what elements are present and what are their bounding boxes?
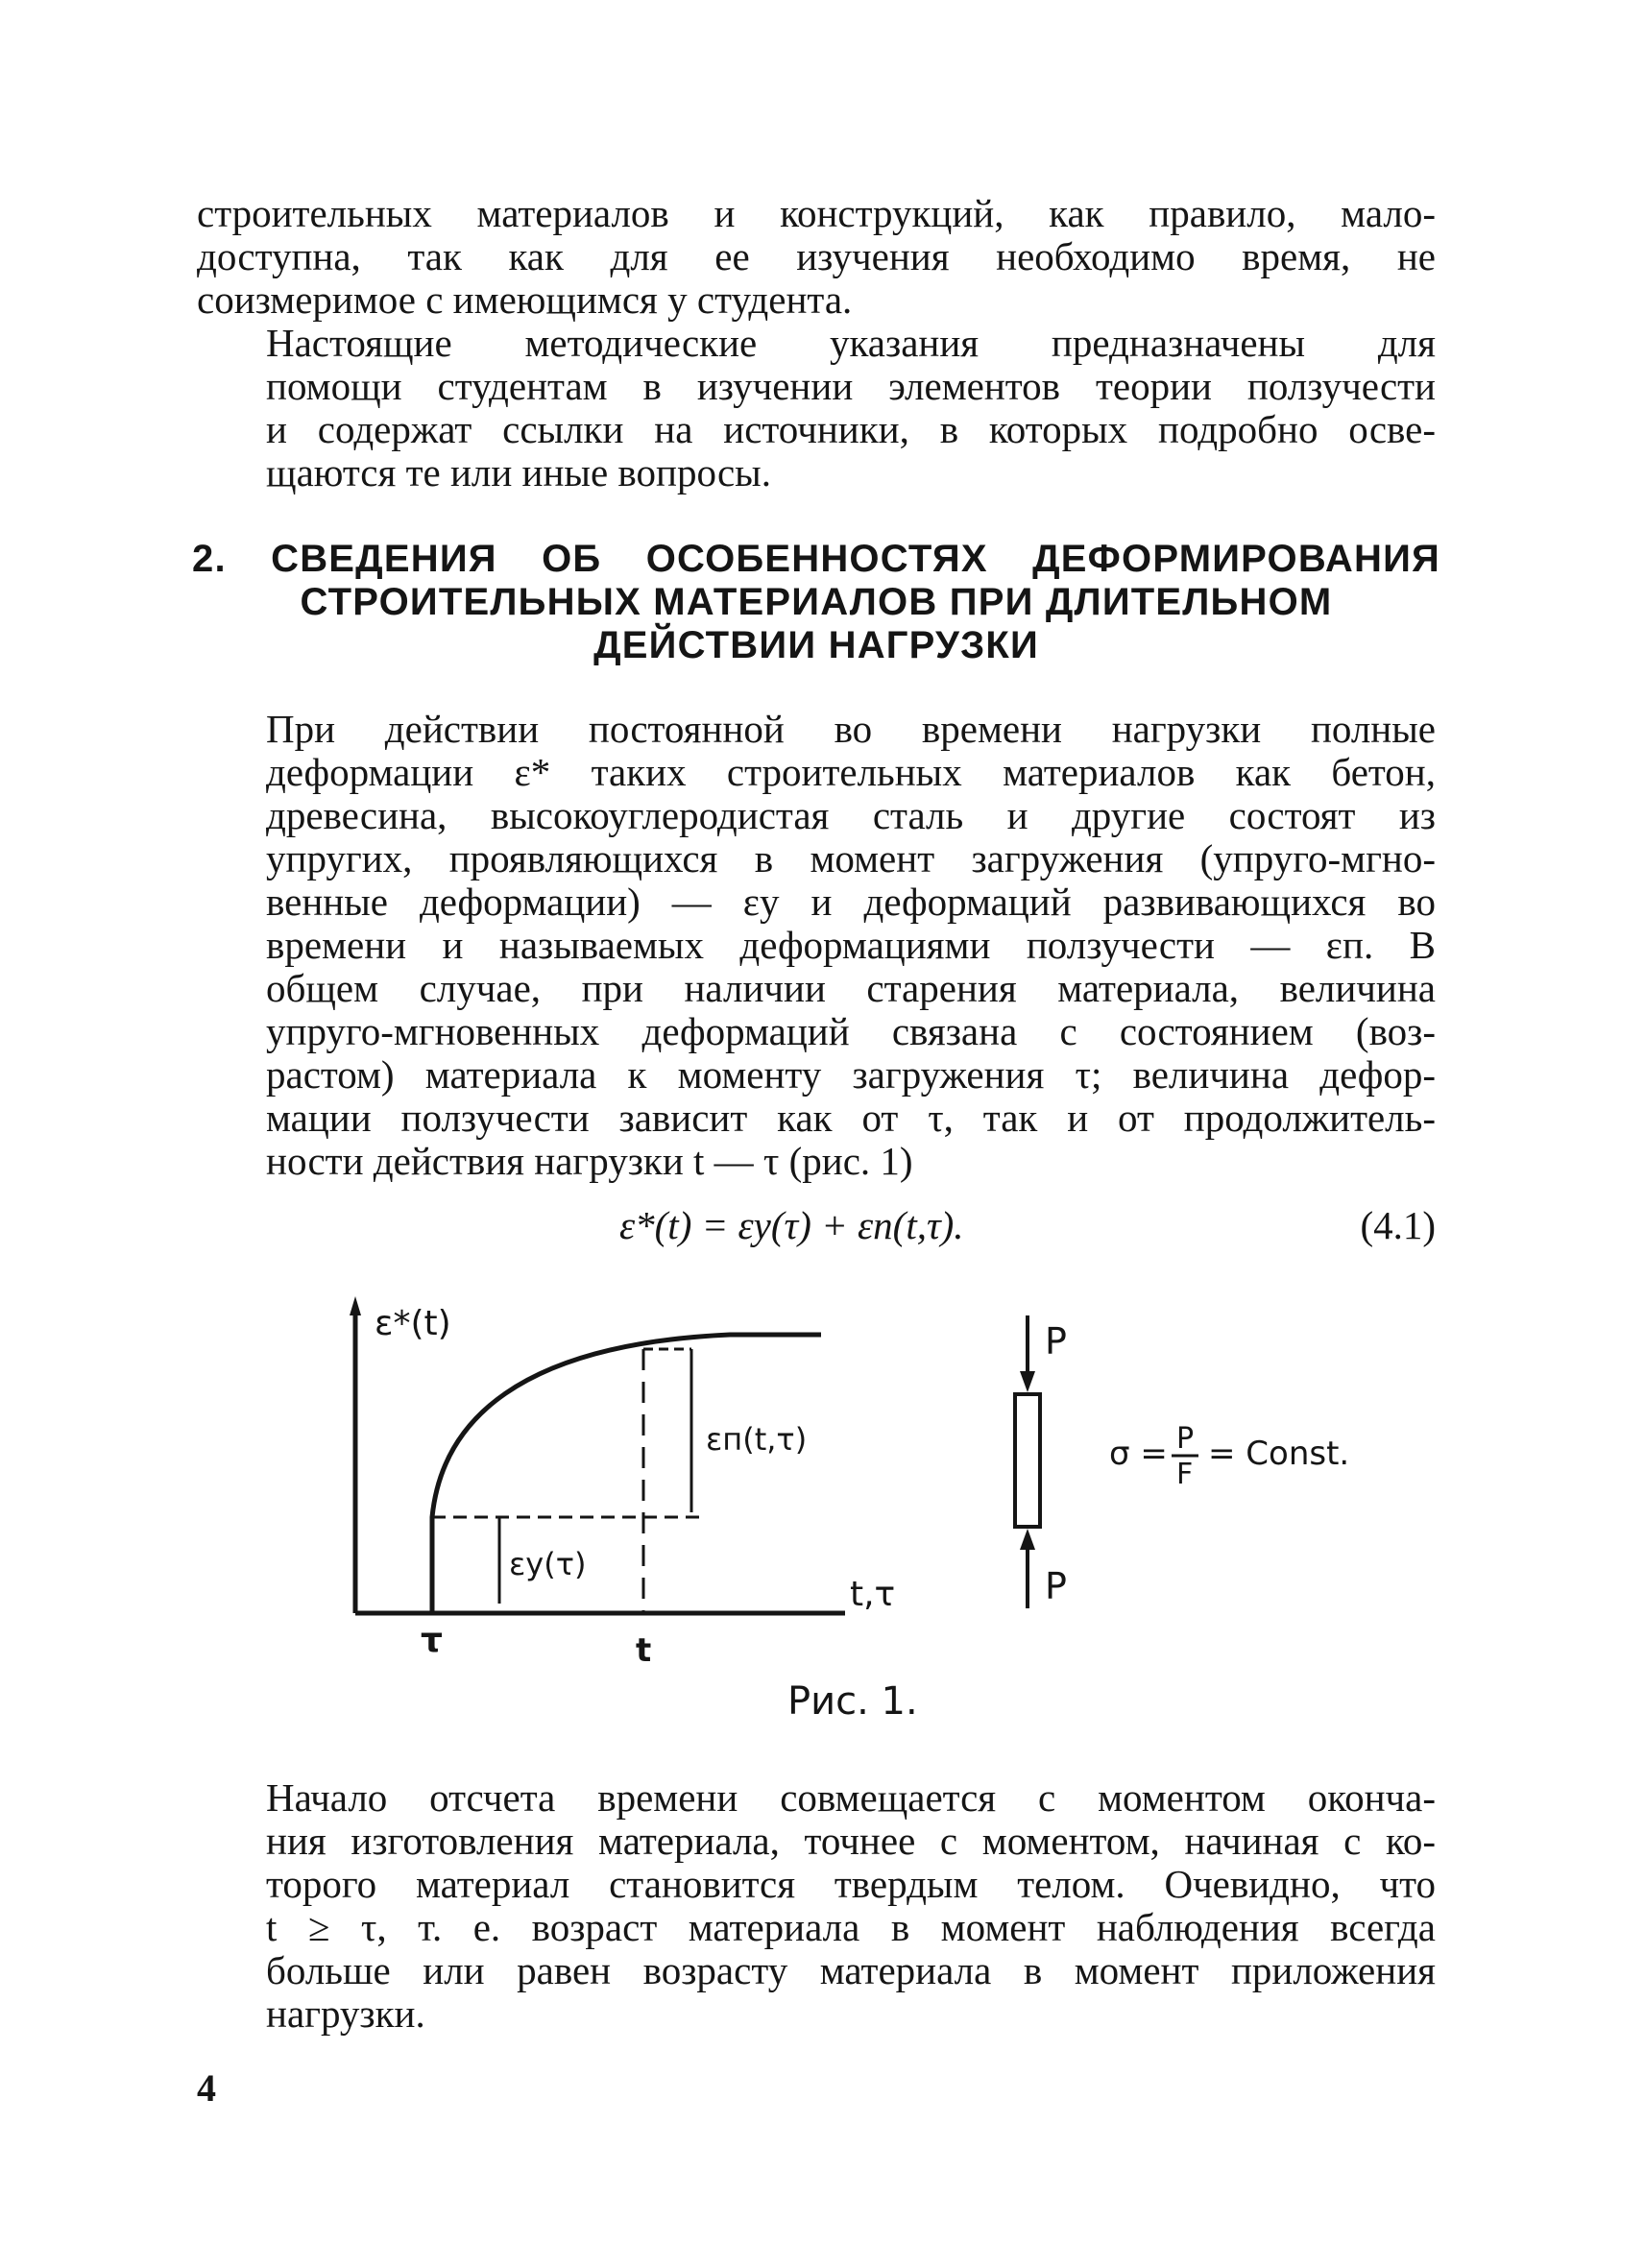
paragraph-deformation-line: упругих, проявляющихся в момент загружения (упруго-мгно-: [266, 836, 1436, 881]
formula-4-1: [197, 1202, 1436, 1250]
creep-deformation-label: εп(t,τ): [706, 1421, 808, 1458]
paragraph-deformation-line: ности действия нагрузки t — τ (рис. 1): [266, 1139, 913, 1183]
paragraph-deformation-description: [197, 708, 1436, 1183]
paragraph-deformation-line: времени и называемых деформациями ползучести — εп. В: [266, 923, 1436, 967]
page-number: 4: [197, 2066, 216, 2110]
paragraph-time-origin-line: торого материал становится твердым телом. Очевидно, что: [266, 1862, 1436, 1906]
paragraph-deformation-line: венные деформации) — εу и деформаций развивающихся во: [266, 880, 1436, 924]
y-axis-label: ε*(t): [375, 1304, 451, 1343]
force-top-arrow: [1020, 1371, 1035, 1392]
deformation-curve: [432, 1335, 821, 1613]
force-bottom-label: P: [1045, 1565, 1067, 1607]
paragraph-time-origin: [197, 1776, 1436, 2036]
heading-line: 2. СВЕДЕНИЯ ОБ ОСОБЕННОСТЯХ ДЕФОРМИРОВАНИЯ: [192, 538, 1440, 580]
force-bottom-arrow: [1020, 1529, 1035, 1550]
paragraph-deformation-line: деформации ε* таких строительных материалов как бетон,: [266, 750, 1436, 794]
figure-1-drawing: [327, 1287, 1402, 1728]
paragraph-purpose-line: щаются те или иные вопросы.: [266, 450, 771, 495]
stress-formula-rhs: = Const.: [1208, 1435, 1350, 1473]
paragraph-deformation-line: мации ползучести зависит как от τ, так и от продолжитель-: [266, 1096, 1436, 1140]
paragraph-purpose-line: помощи студентам в изучении элементов теории ползучести: [266, 364, 1436, 408]
paragraph-purpose-line: Настоящие методические указания предназначены для: [266, 321, 1436, 365]
paragraph-deformation-line: При действии постоянной во времени нагрузки полные: [266, 707, 1436, 751]
heading-line: ДЕЙСТВИИ НАГРУЗКИ: [593, 624, 1039, 666]
paragraph-purpose-line: и содержат ссылки на источники, в которых подробно осве-: [266, 407, 1436, 451]
t-tick-label: t: [636, 1631, 652, 1670]
figure-1: [327, 1287, 1402, 1728]
force-top-label: P: [1045, 1320, 1067, 1363]
paragraph-intro-line: доступна, так как для ее изучения необходимо время, не: [197, 234, 1436, 278]
stress-denominator: F: [1176, 1458, 1194, 1491]
paragraph-time-origin-line: t ≥ τ, т. е. возраст материала в момент наблюдения всегда: [266, 1905, 1436, 1949]
paragraph-time-origin-line: ния изготовления материала, точнее с моментом, начиная с ко-: [266, 1819, 1436, 1863]
elastic-deformation-label: εу(τ): [509, 1546, 587, 1582]
section-heading: [192, 538, 1440, 667]
heading-line: СТРОИТЕЛЬНЫХ МАТЕРИАЛОВ ПРИ ДЛИТЕЛЬНОМ: [300, 581, 1333, 623]
x-axis-label: t,τ: [850, 1575, 896, 1614]
paragraph-intro-line: соизмеримое с имеющимся у студента.: [197, 277, 853, 322]
paragraph-time-origin-line: Начало отсчета времени совмещается с моментом оконча-: [266, 1775, 1436, 1820]
paragraph-deformation-line: растом) материала к моменту загружения τ; величина дефор-: [266, 1052, 1436, 1097]
figure-caption: Рис. 1.: [787, 1679, 918, 1724]
formula-number: (4.1): [1360, 1203, 1436, 1247]
paragraph-intro-line: строительных материалов и конструкций, как правило, мало-: [197, 191, 1436, 235]
stress-numerator: P: [1176, 1422, 1195, 1456]
paragraph-intro-continued: [197, 192, 1436, 322]
specimen-bar: [1015, 1394, 1040, 1527]
paragraph-time-origin-line: нагрузки.: [266, 1991, 425, 2036]
formula-expression: ε*(t) = εу(τ) + εп(t,τ).: [619, 1203, 964, 1247]
y-axis-arrow: [350, 1296, 361, 1315]
paragraph-deformation-line: упруго-мгновенных деформаций связана с состоянием (воз-: [266, 1009, 1436, 1053]
paragraph-time-origin-line: больше или равен возрасту материала в момент приложения: [266, 1948, 1436, 1992]
tau-tick-label: τ: [421, 1621, 443, 1660]
paragraph-deformation-line: общем случае, при наличии старения материала, величина: [266, 966, 1436, 1010]
paragraph-purpose: [197, 322, 1436, 495]
paragraph-deformation-line: древесина, высокоуглеродистая сталь и другие состоят из: [266, 793, 1436, 837]
stress-formula-lhs: σ =: [1109, 1435, 1168, 1473]
